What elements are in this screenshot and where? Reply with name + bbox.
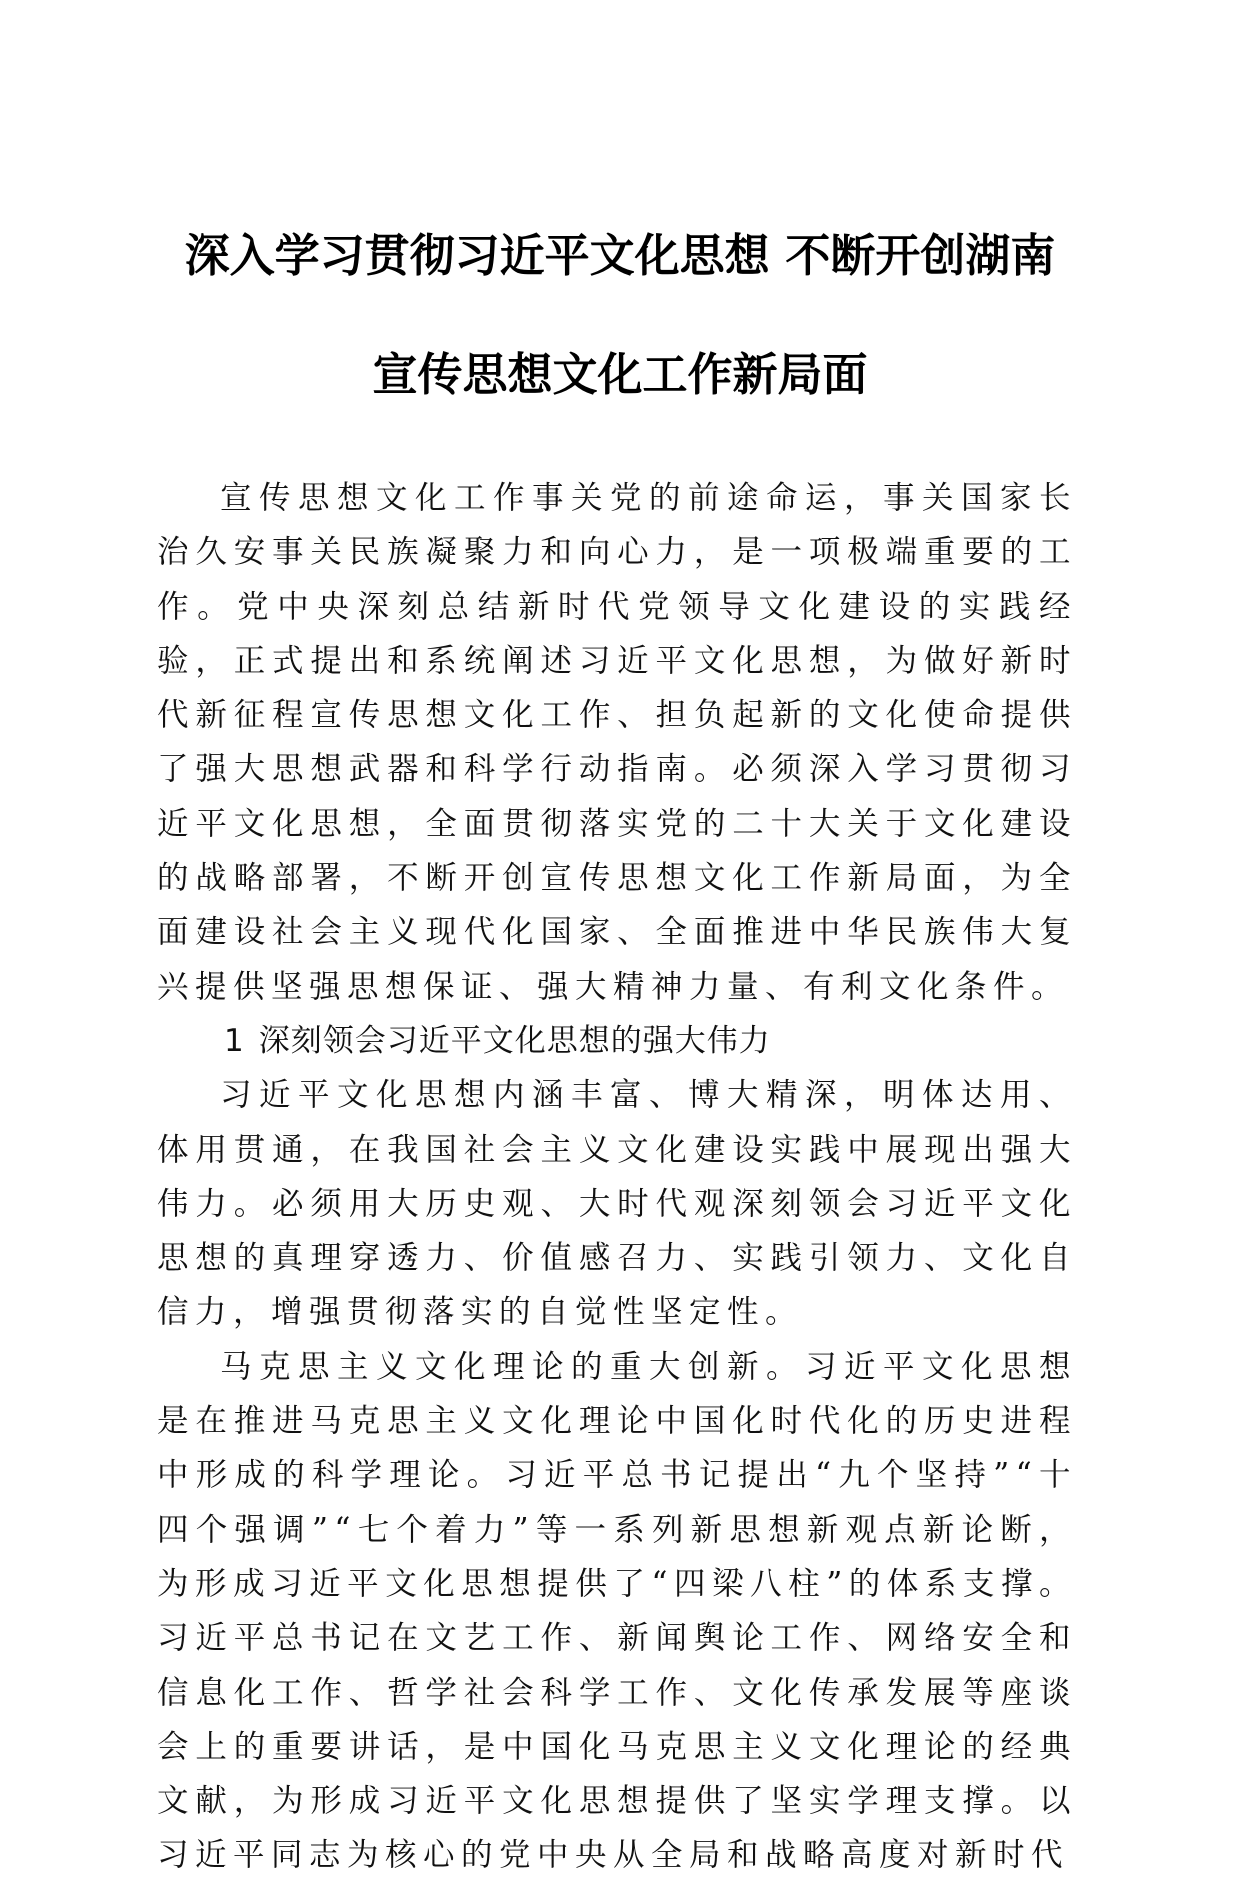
- section-number: 1: [224, 1022, 245, 1059]
- intro-paragraph: 宣传思想文化工作事关党的前途命运，事关国家长治久安事关民族凝聚力和向心力，是一项极端重要的工作。党中央深刻总结新时代党领导文化建设的实践经验，正式提出和系统阐述习近平文化思想，为做好新时代新征程宣传思想文化工作、担负起新的文化使命提供了强大思想武器和科学行动指南。必须深入学习贯彻习近平文化思想，全面贯彻落实党的二十大关于文化建设的战略部署，不断开创宣传思想文化工作新局面，为全面建设社会主义现代化国家、全面推进中华民族伟大复兴提供坚强思想保证、强大精神力量、有利文化条件。: [157, 480, 1077, 1005]
- section-heading-text: 深刻领会习近平文化思想的强大伟力: [258, 1022, 771, 1059]
- document-title-line-1: 深入学习贯彻习近平文化思想 不断开创湖南: [184, 229, 1056, 282]
- section-heading: [157, 1014, 1077, 1068]
- section-paragraph-1: 习近平文化思想内涵丰富、博大精深，明体达用、体用贯通，在我国社会主义文化建设实践中展现出强大伟力。必须用大历史观、大时代观深刻领会习近平文化思想的真理穿透力、价值感召力、实践引领力、文化自信力，增强贯彻落实的自觉性坚定性。: [157, 1077, 1077, 1331]
- document-body: [157, 471, 1077, 1883]
- document-title-line-2: 宣传思想文化工作新局面: [372, 348, 868, 401]
- section-paragraph-2: 马克思主义文化理论的重大创新。习近平文化思想是在推进马克思主义文化理论中国化时代化的历史进程中形成的科学理论。习近平总书记提出“九个坚持”“十四个强调”“七个着力”等一系列新思想新观点新论断，为形成习近平文化思想提供了“四梁八柱”的体系支撑。习近平总书记在文艺工作、新闻舆论工作、网络安全和信息化工作、哲学社会科学工作、文化传承发展等座谈会上的重要讲话，是中国化马克思主义文化理论的经典文献，为形成习近平文化思想提供了坚实学理支撑。以习近平同志为核心的党中央从全局和战略高度对新时代: [157, 1348, 1077, 1874]
